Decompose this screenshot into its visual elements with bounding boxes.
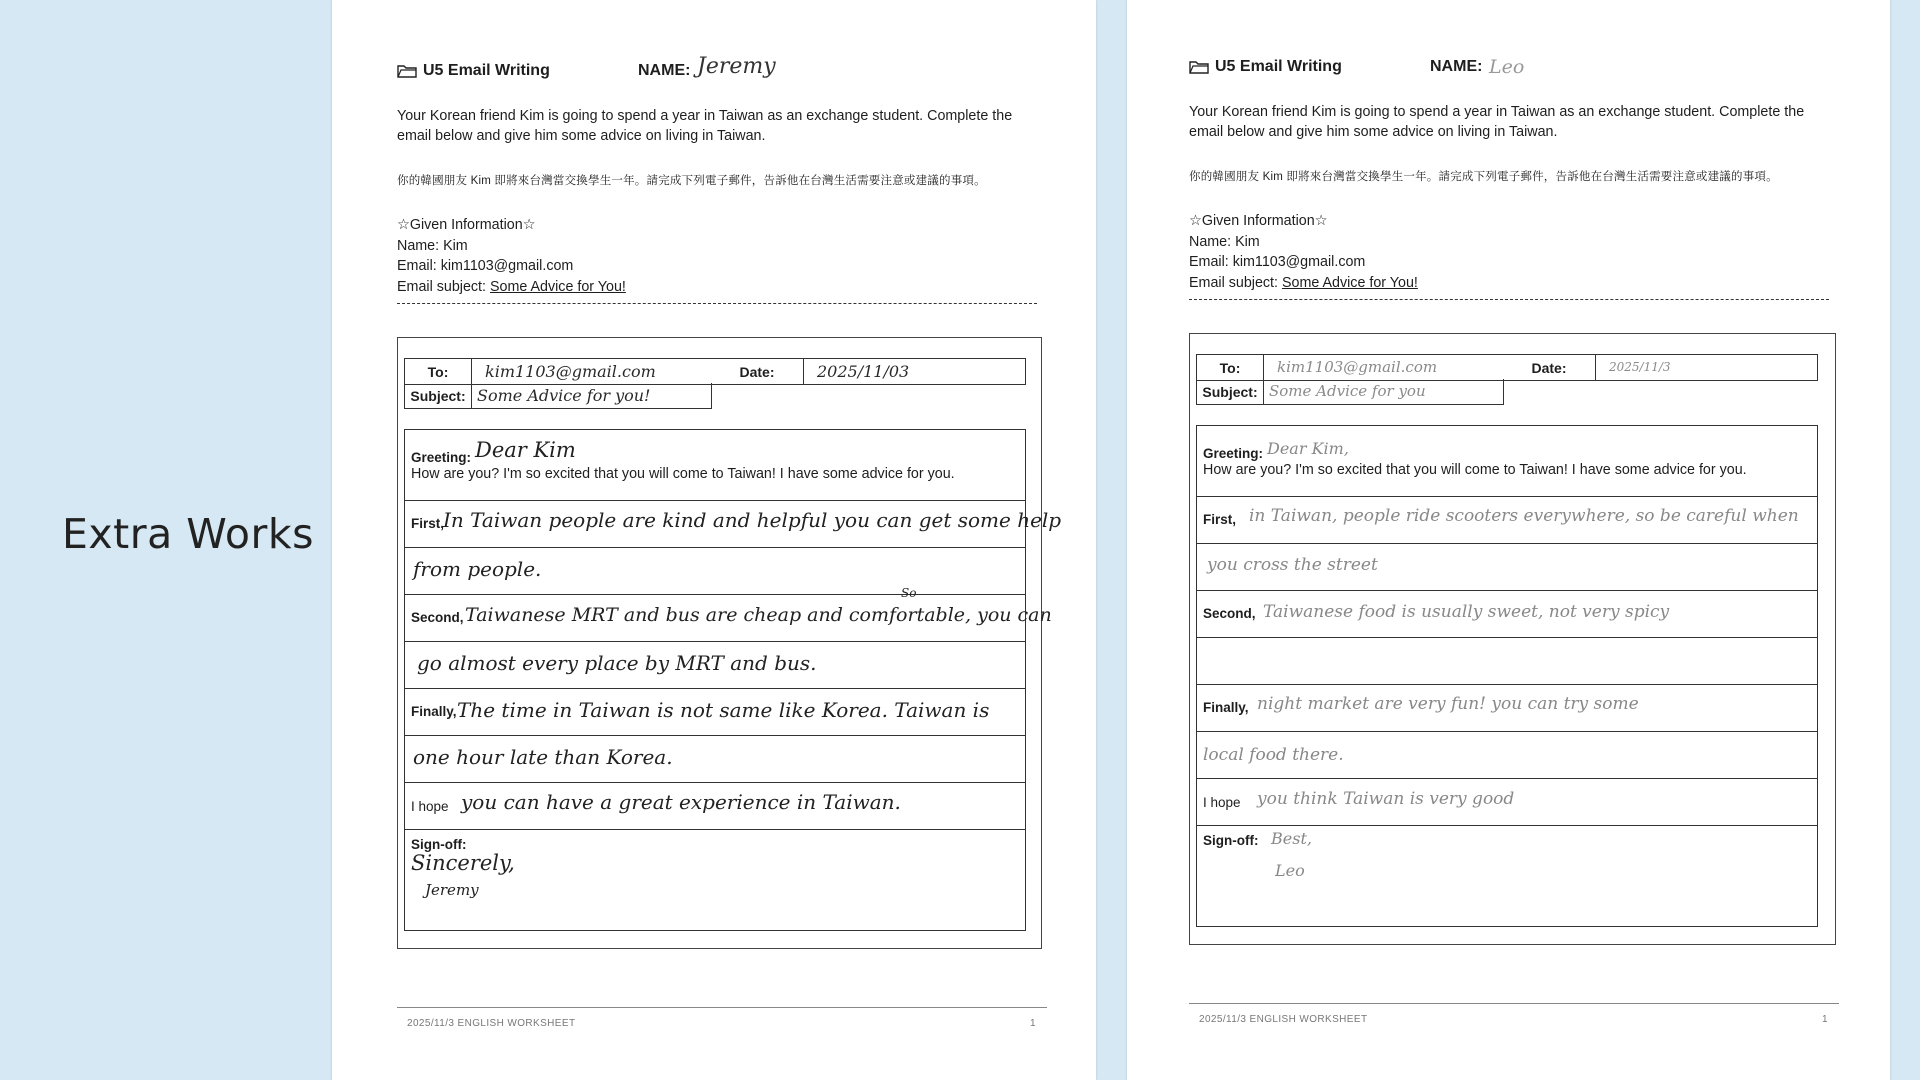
finally-row-continued — [1197, 731, 1817, 779]
given-subject-prefix: Email subject: — [397, 278, 490, 295]
first-line-1: in Taiwan, people ride scooters everywhere, so be careful when — [1249, 506, 1799, 526]
second-row — [405, 586, 1052, 642]
second-label: Second, — [411, 610, 464, 625]
first-line-1: In Taiwan people are kind and helpful you can get some help — [443, 508, 1062, 532]
finally-label: Finally, — [1203, 700, 1249, 715]
greeting-value: Dear Kim, — [1267, 439, 1349, 458]
hope-row — [1197, 778, 1817, 826]
signoff-label: Sign-off: — [411, 837, 467, 852]
first-line-2: from people. — [413, 557, 542, 581]
given-subject-value: Some Advice for You! — [489, 278, 626, 295]
subject-value: Some Advice for you — [1269, 382, 1426, 400]
folder-icon — [1189, 60, 1209, 74]
name-label: NAME: — [1430, 58, 1483, 75]
second-row — [1197, 590, 1817, 638]
greeting-label: Greeting: — [1203, 446, 1264, 461]
greeting-label: Greeting: — [411, 450, 472, 465]
dashed-divider — [1189, 299, 1829, 300]
worksheet-page-jeremy — [332, 0, 1096, 1080]
subject-row — [1196, 379, 1504, 405]
worksheet-page-leo — [1127, 0, 1890, 1080]
hope-label: I hope — [411, 799, 449, 814]
footer-divider — [1189, 1003, 1839, 1004]
given-heading: ☆Given Information☆ — [397, 217, 536, 233]
date-value: 2025/11/03 — [817, 362, 910, 381]
email-body — [1196, 425, 1818, 927]
slide-title: Extra Works — [62, 510, 314, 558]
subject-value: Some Advice for you! — [477, 386, 651, 405]
footer-text: 2025/11/3 ENGLISH WORKSHEET — [407, 1018, 576, 1029]
footer-divider — [397, 1007, 1047, 1008]
student-name-handwritten: Leo — [1489, 56, 1525, 78]
instructions-chinese: 你的韓國朋友 Kim 即將來台灣當交換學生一年。請完成下列電子郵件，告訴他在台灣生活需要注意或建議的事項。 — [1189, 171, 1778, 183]
subject-label: Subject: — [1197, 379, 1264, 404]
second-row-continued — [1197, 637, 1817, 685]
signoff-label: Sign-off: — [1203, 833, 1259, 848]
given-information — [1189, 211, 1418, 293]
finally-line-1: The time in Taiwan is not same like Korea. Taiwan is — [457, 698, 990, 722]
finally-line-1: night market are very fun! you can try some — [1257, 694, 1639, 714]
first-row — [405, 500, 1062, 548]
finally-label: Finally, — [411, 704, 457, 719]
subject-label: Subject: — [405, 383, 472, 408]
finally-row — [1197, 684, 1817, 732]
signoff-line-2: Jeremy — [425, 881, 479, 899]
hope-value: you can have a great experience in Taiwan. — [461, 790, 901, 814]
name-label: NAME: — [638, 62, 691, 79]
greeting-value: Dear Kim — [475, 438, 576, 462]
student-name-handwritten: Jeremy — [697, 54, 776, 79]
given-subject — [397, 277, 626, 298]
second-row-continued — [405, 641, 1025, 689]
first-line-2: you cross the street — [1207, 555, 1378, 575]
finally-row — [405, 688, 1025, 736]
hope-row — [405, 782, 1025, 830]
first-label: First, — [1203, 512, 1237, 527]
given-subject — [1189, 273, 1418, 294]
first-row-continued — [1197, 543, 1817, 591]
instructions: Your Korean friend Kim is going to spend a year in Taiwan as an exchange student. Complete the email below and give him some advice on living in Taiwan. — [1189, 104, 1805, 140]
to-value: kim1103@gmail.com — [1277, 358, 1438, 376]
worksheet-title-text: U5 Email Writing — [423, 62, 550, 79]
hope-label: I hope — [1203, 795, 1241, 810]
given-name: Name: Kim — [1189, 233, 1260, 250]
hope-value: you think Taiwan is very good — [1257, 789, 1515, 809]
given-email: Email: kim1103@gmail.com — [1189, 254, 1366, 270]
first-row — [1197, 496, 1817, 544]
instructions-chinese: 你的韓國朋友 Kim 即將來台灣當交換學生一年。請完成下列電子郵件，告訴他在台灣生活需要注意或建議的事項。 — [397, 175, 986, 187]
greeting-section — [1197, 426, 1817, 497]
greeting-section — [405, 430, 1025, 501]
signoff-section — [1197, 825, 1817, 925]
email-body — [404, 429, 1062, 931]
date-label: Date: — [1503, 355, 1596, 380]
first-row-continued — [405, 547, 1025, 595]
finally-row-continued — [405, 735, 1025, 783]
subject-row — [404, 383, 712, 409]
second-line-1: Taiwanese food is usually sweet, not very spicy — [1263, 602, 1670, 622]
given-heading: ☆Given Information☆ — [1189, 213, 1328, 229]
given-information — [397, 215, 626, 297]
finally-line-2: local food there. — [1203, 745, 1344, 765]
worksheet-title-text: U5 Email Writing — [1215, 58, 1342, 75]
to-value: kim1103@gmail.com — [485, 362, 656, 381]
dashed-divider — [397, 303, 1037, 304]
greeting-line: How are you? I'm so excited that you will come to Taiwan! I have some advice for you. — [411, 466, 955, 482]
worksheet-title — [397, 62, 550, 80]
given-subject-value: Some Advice for You! — [1281, 274, 1418, 291]
email-form — [1189, 333, 1836, 945]
second-label: Second, — [1203, 606, 1256, 621]
email-form — [397, 337, 1062, 949]
instructions: Your Korean friend Kim is going to spend a year in Taiwan as an exchange student. Complete the email below and give him some advice on living in Taiwan. — [397, 108, 1013, 144]
signoff-line-1: Best, — [1271, 829, 1312, 848]
given-name: Name: Kim — [397, 237, 468, 254]
folder-icon — [397, 64, 417, 78]
greeting-line: How are you? I'm so excited that you will come to Taiwan! I have some advice for you. — [1203, 462, 1747, 478]
signoff-section — [405, 829, 1025, 929]
given-subject-prefix: Email subject: — [1189, 274, 1282, 291]
to-label: To: — [405, 359, 472, 384]
page-number: 1 — [1822, 1014, 1828, 1025]
to-label: To: — [1197, 355, 1264, 380]
date-label: Date: — [711, 359, 804, 384]
to-date-row — [1196, 354, 1818, 381]
to-date-row — [404, 358, 1026, 385]
second-line-2: go almost every place by MRT and bus. — [417, 651, 817, 675]
first-label: First, — [411, 516, 445, 531]
date-value: 2025/11/3 — [1609, 360, 1671, 374]
given-email: Email: kim1103@gmail.com — [397, 258, 574, 274]
footer-text: 2025/11/3 ENGLISH WORKSHEET — [1199, 1014, 1368, 1025]
second-insert: So — [901, 586, 917, 600]
signoff-line-2: Leo — [1275, 861, 1305, 880]
page-number: 1 — [1030, 1018, 1036, 1029]
finally-line-2: one hour late than Korea. — [413, 745, 673, 769]
worksheet-title — [1189, 58, 1342, 76]
signoff-line-1: Sincerely, — [411, 851, 515, 875]
second-line-1: Taiwanese MRT and bus are cheap and comfortable, you can — [465, 604, 1052, 626]
